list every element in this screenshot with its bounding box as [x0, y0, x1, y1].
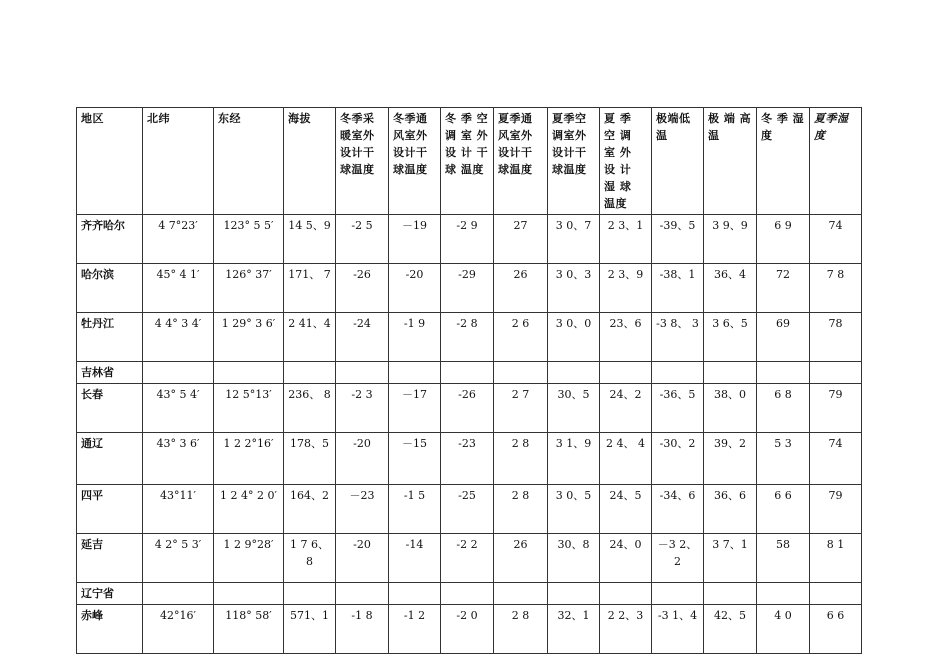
value-cell: 1 2 4° 2 0′ — [214, 485, 284, 534]
value-cell: 3 9、9 — [704, 215, 757, 264]
value-cell: 23、6 — [600, 313, 652, 362]
column-header: 海拔 — [284, 108, 336, 215]
value-cell: 24、0 — [600, 534, 652, 583]
value-cell: -20 — [389, 264, 441, 313]
value-cell: 2 7 — [494, 384, 548, 433]
value-cell: 7 8 — [810, 264, 862, 313]
empty-cell — [336, 583, 389, 605]
table-row — [77, 264, 862, 313]
climate-design-table — [76, 107, 862, 654]
empty-cell — [810, 583, 862, 605]
empty-cell — [214, 362, 284, 384]
column-header: 地区 — [77, 108, 143, 215]
empty-cell — [548, 362, 600, 384]
empty-cell — [494, 362, 548, 384]
value-cell: 2 3、9 — [600, 264, 652, 313]
empty-cell — [143, 583, 214, 605]
value-cell: 4 0 — [757, 605, 810, 654]
empty-cell — [284, 362, 336, 384]
value-cell: 236、 8 — [284, 384, 336, 433]
region-name-cell: 四平 — [77, 485, 143, 534]
value-cell: 3 0、0 — [548, 313, 600, 362]
value-cell: -1 5 — [389, 485, 441, 534]
value-cell: 26 — [494, 264, 548, 313]
column-header: 东经 — [214, 108, 284, 215]
value-cell: -23 — [441, 433, 494, 485]
value-cell: 69 — [757, 313, 810, 362]
value-cell: 2 8 — [494, 605, 548, 654]
value-cell: 123° 5 5′ — [214, 215, 284, 264]
value-cell: -26 — [441, 384, 494, 433]
value-cell: 6 8 — [757, 384, 810, 433]
value-cell: －15 — [389, 433, 441, 485]
value-cell: 42、5 — [704, 605, 757, 654]
value-cell: －23 — [336, 485, 389, 534]
value-cell: -25 — [441, 485, 494, 534]
value-cell: 164、2 — [284, 485, 336, 534]
value-cell: 571、1 — [284, 605, 336, 654]
region-name-cell: 长春 — [77, 384, 143, 433]
empty-cell — [284, 583, 336, 605]
empty-cell — [600, 362, 652, 384]
region-name-cell: 齐齐哈尔 — [77, 215, 143, 264]
value-cell: -29 — [441, 264, 494, 313]
column-header: 冬季通风室外设计干球温度 — [389, 108, 441, 215]
region-name-cell: 通辽 — [77, 433, 143, 485]
value-cell: 58 — [757, 534, 810, 583]
empty-cell — [143, 362, 214, 384]
value-cell: 3 0、3 — [548, 264, 600, 313]
column-header: 极 端 高温 — [704, 108, 757, 215]
value-cell: 26 — [494, 534, 548, 583]
province-label: 辽宁省 — [77, 583, 143, 605]
value-cell: 2 8 — [494, 433, 548, 485]
value-cell: 1 7 6、8 — [284, 534, 336, 583]
value-cell: 6 6 — [810, 605, 862, 654]
empty-cell — [548, 583, 600, 605]
value-cell: -14 — [389, 534, 441, 583]
value-cell: 171、 7 — [284, 264, 336, 313]
column-header: 夏季空调室外设计干球温度 — [548, 108, 600, 215]
value-cell: 4 4° 3 4′ — [143, 313, 214, 362]
value-cell: 36、6 — [704, 485, 757, 534]
empty-cell — [336, 362, 389, 384]
province-group-row — [77, 362, 862, 384]
region-name-cell: 延吉 — [77, 534, 143, 583]
empty-cell — [389, 362, 441, 384]
value-cell: 43° 3 6′ — [143, 433, 214, 485]
value-cell: -26 — [336, 264, 389, 313]
column-header: 北纬 — [143, 108, 214, 215]
value-cell: 24、5 — [600, 485, 652, 534]
table-row — [77, 433, 862, 485]
value-cell: -2 0 — [441, 605, 494, 654]
column-header: 夏季湿度 — [810, 108, 862, 215]
province-group-row — [77, 583, 862, 605]
value-cell: -1 2 — [389, 605, 441, 654]
value-cell: 3 6、5 — [704, 313, 757, 362]
value-cell: -2 2 — [441, 534, 494, 583]
empty-cell — [441, 583, 494, 605]
value-cell: 36、4 — [704, 264, 757, 313]
value-cell: -2 8 — [441, 313, 494, 362]
value-cell: 14 5、9 — [284, 215, 336, 264]
value-cell: 2 3、1 — [600, 215, 652, 264]
value-cell: -2 3 — [336, 384, 389, 433]
value-cell: －19 — [389, 215, 441, 264]
region-name-cell: 牡丹江 — [77, 313, 143, 362]
value-cell: 4 2° 5 3′ — [143, 534, 214, 583]
value-cell: 43°11′ — [143, 485, 214, 534]
table-row — [77, 384, 862, 433]
value-cell: 45° 4 1′ — [143, 264, 214, 313]
column-header: 冬 季 湿度 — [757, 108, 810, 215]
value-cell: 79 — [810, 485, 862, 534]
value-cell: 2 2、3 — [600, 605, 652, 654]
table-row — [77, 313, 862, 362]
empty-cell — [494, 583, 548, 605]
value-cell: 2 41、4 — [284, 313, 336, 362]
empty-cell — [389, 583, 441, 605]
value-cell: 43° 5 4′ — [143, 384, 214, 433]
value-cell: 3 1、9 — [548, 433, 600, 485]
value-cell: 118° 58′ — [214, 605, 284, 654]
column-header: 夏 季 空 调 室 外 设 计 湿 球 温度 — [600, 108, 652, 215]
value-cell: 39、2 — [704, 433, 757, 485]
value-cell: -20 — [336, 534, 389, 583]
value-cell: 1 29° 3 6′ — [214, 313, 284, 362]
empty-cell — [757, 362, 810, 384]
value-cell: 79 — [810, 384, 862, 433]
value-cell: -2 9 — [441, 215, 494, 264]
value-cell: 24、2 — [600, 384, 652, 433]
province-label: 吉林省 — [77, 362, 143, 384]
value-cell: 3 0、5 — [548, 485, 600, 534]
region-name-cell: 赤峰 — [77, 605, 143, 654]
table-row — [77, 485, 862, 534]
value-cell: 8 1 — [810, 534, 862, 583]
value-cell: 38、0 — [704, 384, 757, 433]
value-cell: -36、5 — [652, 384, 704, 433]
value-cell: 78 — [810, 313, 862, 362]
empty-cell — [600, 583, 652, 605]
value-cell: 5 3 — [757, 433, 810, 485]
value-cell: -38、1 — [652, 264, 704, 313]
empty-cell — [652, 583, 704, 605]
value-cell: －17 — [389, 384, 441, 433]
empty-cell — [214, 583, 284, 605]
value-cell: 74 — [810, 215, 862, 264]
value-cell: -1 8 — [336, 605, 389, 654]
column-header: 冬季采暖室外设计干球温度 — [336, 108, 389, 215]
value-cell: 72 — [757, 264, 810, 313]
column-header: 极端低温 — [652, 108, 704, 215]
value-cell: -34、6 — [652, 485, 704, 534]
table-row — [77, 534, 862, 583]
value-cell: －3 2、2 — [652, 534, 704, 583]
value-cell: 2 6 — [494, 313, 548, 362]
value-cell: 12 5°13′ — [214, 384, 284, 433]
value-cell: -2 5 — [336, 215, 389, 264]
table-row — [77, 215, 862, 264]
empty-cell — [810, 362, 862, 384]
value-cell: 30、8 — [548, 534, 600, 583]
value-cell: -24 — [336, 313, 389, 362]
empty-cell — [757, 583, 810, 605]
value-cell: 74 — [810, 433, 862, 485]
value-cell: 6 9 — [757, 215, 810, 264]
value-cell: -30、2 — [652, 433, 704, 485]
value-cell: 3 7、1 — [704, 534, 757, 583]
value-cell: 126° 37′ — [214, 264, 284, 313]
value-cell: -3 8、 3 — [652, 313, 704, 362]
value-cell: 30、5 — [548, 384, 600, 433]
empty-cell — [704, 583, 757, 605]
value-cell: 178、5 — [284, 433, 336, 485]
value-cell: 1 2 2°16′ — [214, 433, 284, 485]
empty-cell — [652, 362, 704, 384]
header-row — [77, 108, 862, 215]
column-header: 夏季通风室外设计干球温度 — [494, 108, 548, 215]
value-cell: -1 9 — [389, 313, 441, 362]
table-row — [77, 605, 862, 654]
column-header: 冬 季 空 调 室 外 设 计 干 球 温度 — [441, 108, 494, 215]
value-cell: 6 6 — [757, 485, 810, 534]
value-cell: 4 7°23′ — [143, 215, 214, 264]
value-cell: -39、5 — [652, 215, 704, 264]
region-name-cell: 哈尔滨 — [77, 264, 143, 313]
value-cell: 2 8 — [494, 485, 548, 534]
value-cell: 27 — [494, 215, 548, 264]
value-cell: 32、1 — [548, 605, 600, 654]
empty-cell — [441, 362, 494, 384]
value-cell: -3 1、4 — [652, 605, 704, 654]
value-cell: 42°16′ — [143, 605, 214, 654]
value-cell: 2 4、 4 — [600, 433, 652, 485]
value-cell: -20 — [336, 433, 389, 485]
empty-cell — [704, 362, 757, 384]
value-cell: 3 0、7 — [548, 215, 600, 264]
value-cell: 1 2 9°28′ — [214, 534, 284, 583]
